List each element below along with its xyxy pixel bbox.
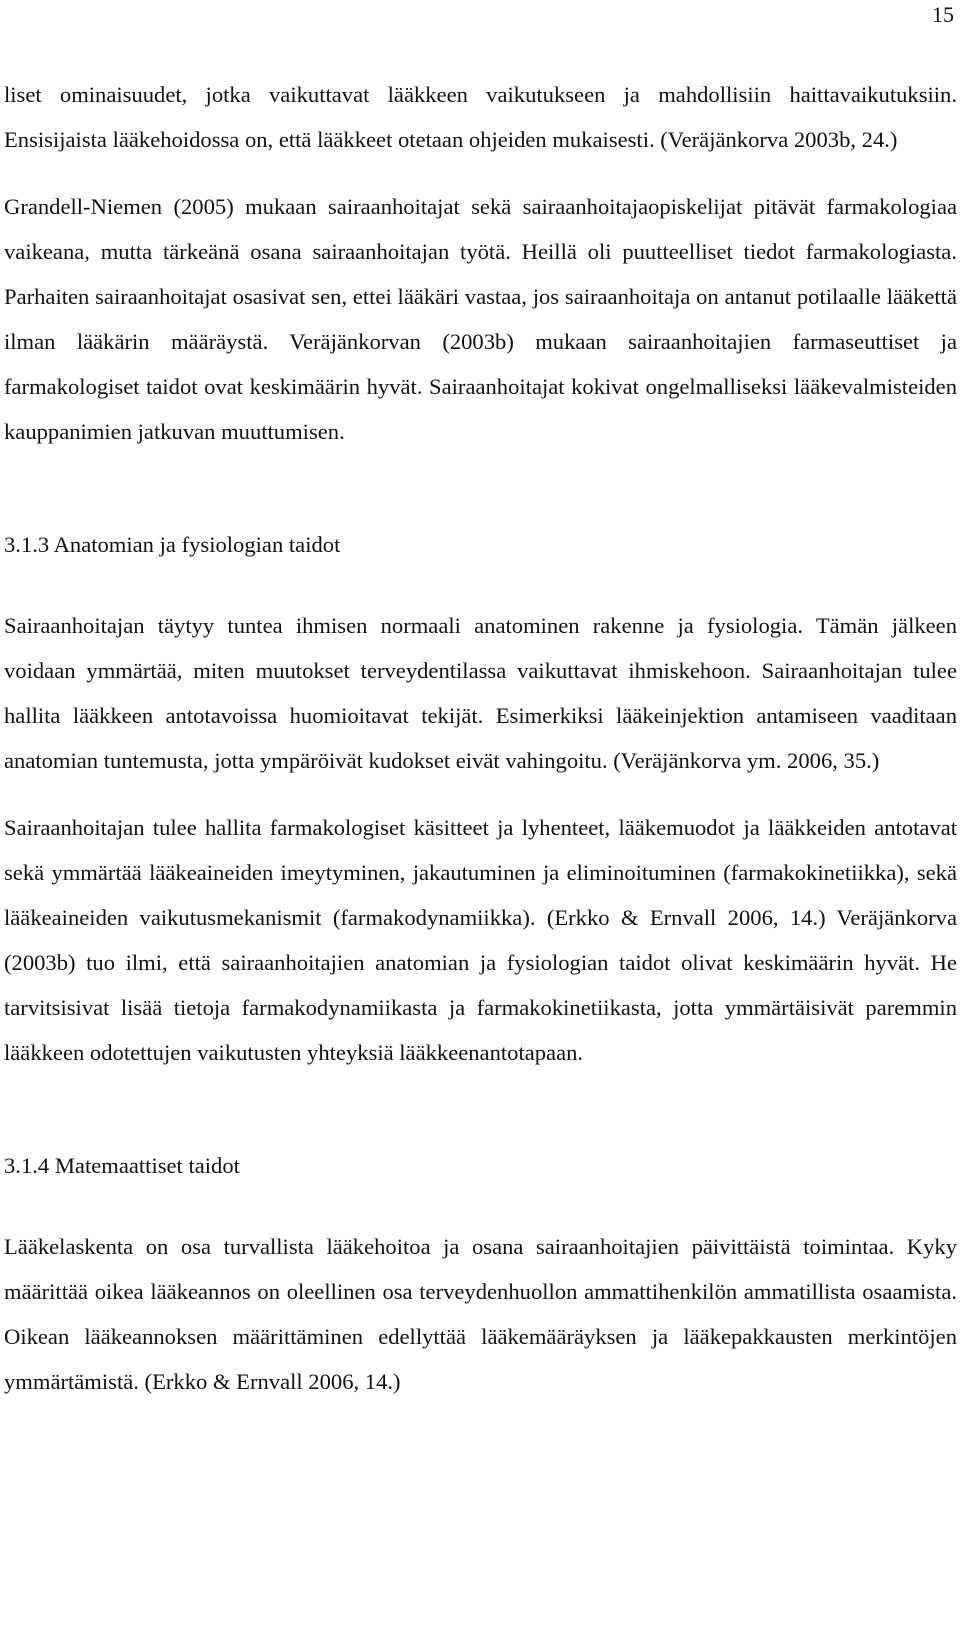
paragraph-anatomy-requirements: Sairaanhoitajan täytyy tuntea ihmisen normaali anatominen rakenne ja fysiologia. Tämän jälkeen voidaan ymmärtää, miten muutokset terveydentilassa vaikuttavat ihmiskehoon. Sairaanhoitajan tulee hallita lääkkeen antotavoissa huomioitavat tekijät. Esimerkiksi lääkeinjektion antamiseen vaaditaan anatomian tuntemusta, jotta ympäröivät kudokset eivät vahingoitu. (Veräjänkorva ym. 2006, 35.) <box>4 613 957 773</box>
paragraph-pharmacology-knowledge: Grandell-Niemen (2005) mukaan sairaanhoitajat sekä sairaanhoitajaopiskelijat pitävät farmakologiaa vaikeana, mutta tärkeänä osana sairaanhoitajan työtä. Heillä oli puutteelliset tiedot farmakologiasta. Parhaiten sairaanhoitajat osasivat sen, ettei lääkäri vastaa, jos sairaanhoitaja on antanut potilaalle lääkettä ilman lääkärin määräystä. Veräjänkorvan (2003b) mukaan sairaanhoitajien farmaseuttiset ja farmakologiset taidot ovat keskimäärin hyvät. Sairaanhoitajat kokivat ongelmalliseksi lääkevalmisteiden kauppanimien jatkuvan muuttumisen. <box>4 194 957 444</box>
page-number: 15 <box>932 2 954 27</box>
section-heading-mathematical-skills: 3.1.4 Matemaattiset taidot <box>4 1153 240 1178</box>
page-body <box>4 72 957 1404</box>
paragraph-dose-calculation: Lääkelaskenta on osa turvallista lääkehoitoa ja osana sairaanhoitajien päivittäistä toimintaa. Kyky määrittää oikea lääkeannos on oleellinen osa terveydenhuollon ammattihenkilön ammatillista osaamista. Oikean lääkeannoksen määrittäminen edellyttää lääkemääräyksen ja lääkepakkausten merkintöjen ymmärtämistä. (Erkko & Ernvall 2006, 14.) <box>4 1234 957 1394</box>
paragraph-medication-properties: liset ominaisuudet, jotka vaikuttavat lääkkeen vaikutukseen ja mahdollisiin haittavaikutuksiin. Ensisijaista lääkehoidossa on, että lääkkeet otetaan ohjeiden mukaisesti. (Veräjänkorva 2003b, 24.) <box>4 82 957 152</box>
paragraph-pharmacological-concepts: Sairaanhoitajan tulee hallita farmakologiset käsitteet ja lyhenteet, lääkemuodot ja lääkkeiden antotavat sekä ymmärtää lääkeaineiden imeytyminen, jakautuminen ja eliminoituminen (farmakokinetiikka), sekä lääkeaineiden vaikutusmekanismit (farmakodynamiikka). (Erkko & Ernvall 2006, 14.) Veräjänkorva (2003b) tuo ilmi, että sairaanhoitajien anatomian ja fysiologian taidot olivat keskimäärin hyvät. He tarvitsisivat lisää tietoja farmakodynamiikasta ja farmakokinetiikasta, jotta ymmärtäisivät paremmin lääkkeen odotettujen vaikutusten yhteyksiä lääkkeenantotapaan. <box>4 815 957 1065</box>
section-heading-anatomy-physiology: 3.1.3 Anatomian ja fysiologian taidot <box>4 532 341 557</box>
